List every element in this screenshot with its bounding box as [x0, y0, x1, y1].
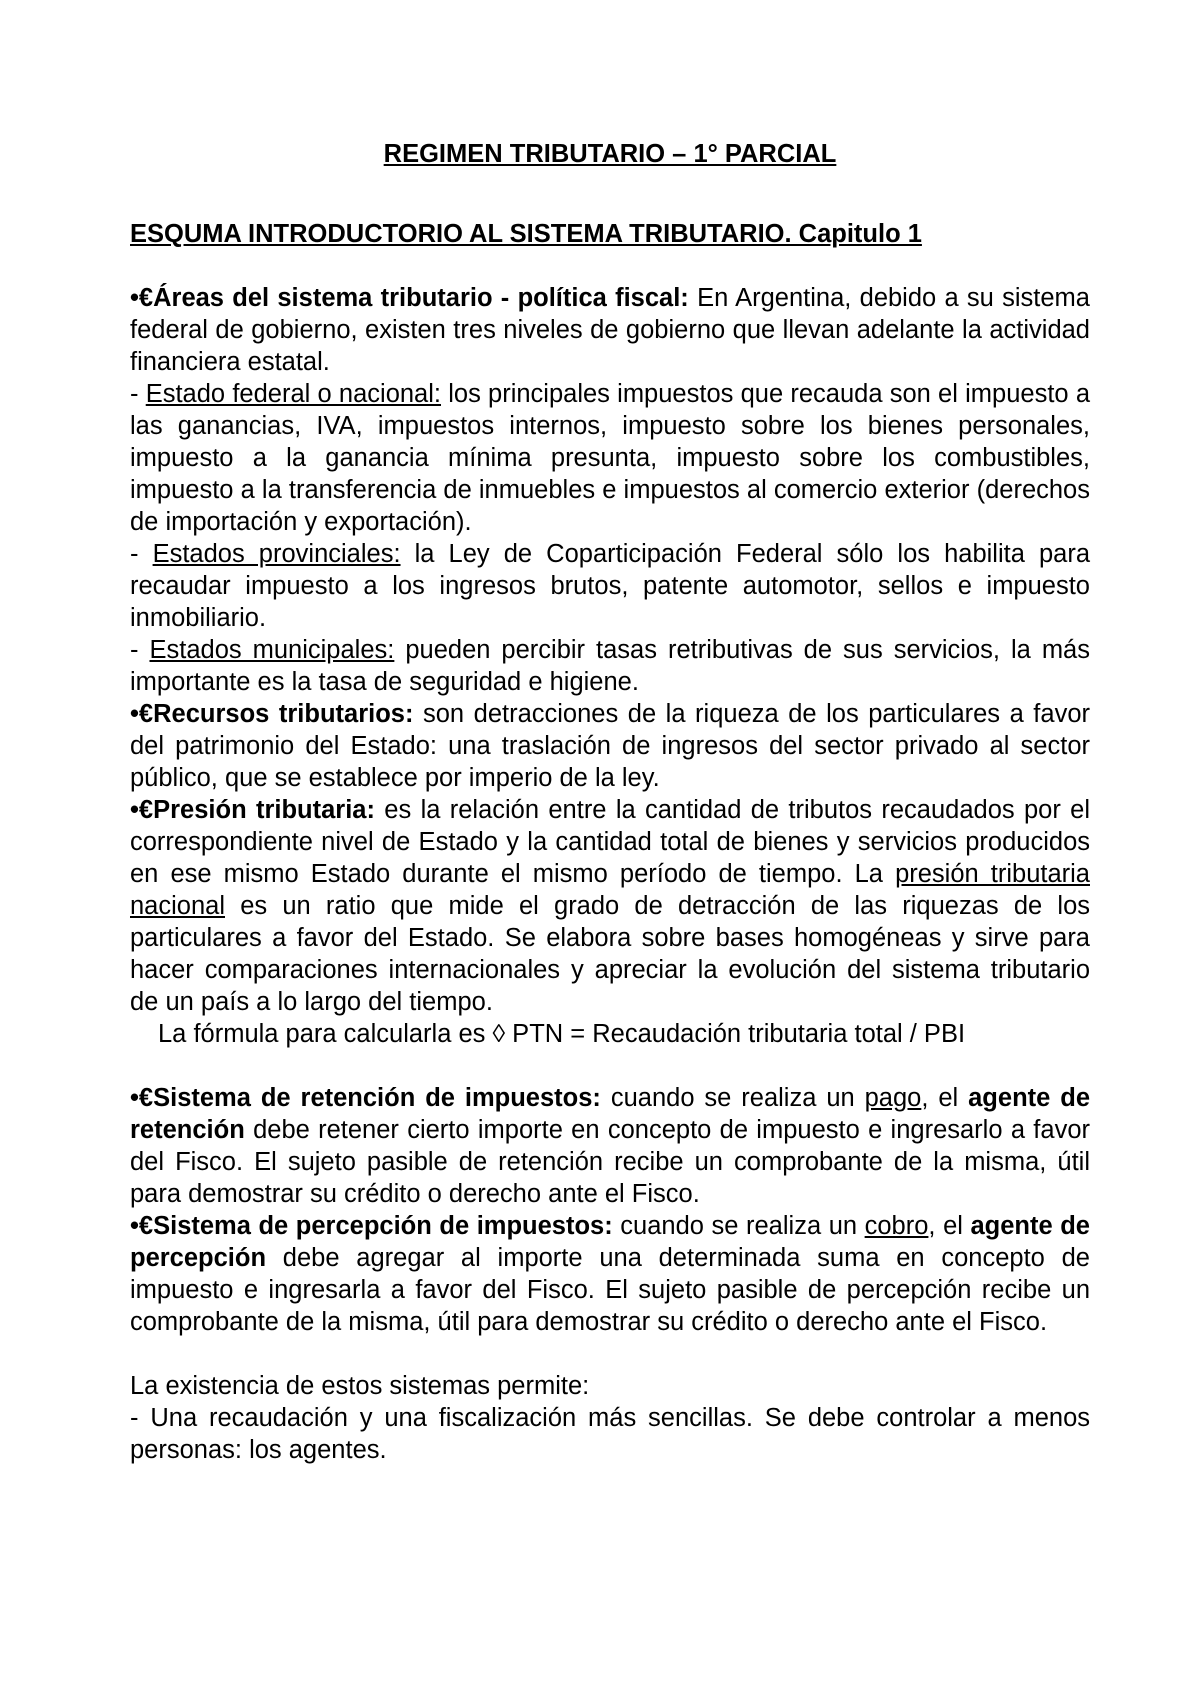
text-provincial: la Ley de Coparticipación Federal sólo los habilita para recaudar impuesto a los ingresos brutos, patente automotor, sellos e impuesto inmobiliario.: [130, 540, 1090, 632]
section-heading: ESQUMA INTRODUCTORIO AL SISTEMA TRIBUTARIO. Capitulo 1: [130, 220, 922, 248]
bullet-marker: •€: [130, 1084, 154, 1112]
dash-marker: -: [130, 636, 150, 664]
text-retencion-2: , el: [921, 1084, 969, 1112]
paragraph-municipal: [130, 634, 1090, 698]
paragraph-recursos: [130, 698, 1090, 794]
text-federal: los principales impuestos que recauda son el impuesto a las ganancias, IVA, impuestos internos, impuesto sobre los bienes personales, impuesto a la ganancia mínima presunta, impuesto sobre los combustibles, impuesto a la transferencia de inmuebles e impuestos al comercio exterior (derechos de importación y exportación).: [130, 380, 1090, 536]
paragraph-existencia-item: [130, 1402, 1090, 1466]
bullet-marker: •€: [130, 796, 154, 824]
bold-agente-retencion: agente de retención: [130, 1084, 1090, 1144]
text-percepcion-1: cuando se realiza un: [612, 1212, 865, 1240]
bullet-marker: •€: [130, 284, 154, 312]
dash-marker: -: [130, 380, 146, 408]
existencia-intro: La existencia de estos sistemas permite:: [130, 1372, 590, 1400]
paragraph-provincial: [130, 538, 1090, 634]
term-percepcion: Sistema de percepción de impuestos:: [153, 1212, 613, 1240]
term-recursos: Recursos tributarios:: [153, 700, 414, 728]
spacer: [130, 1338, 1090, 1370]
text-presion-2: es un ratio que mide el grado de detracción de las riquezas de los particulares a favor del Estado. Se elabora sobre bases homogéneas y sirve para hacer comparaciones internacionales y apreciar la evolución del sistema tributario de un país a lo largo del tiempo.: [130, 892, 1090, 1016]
text-municipal: pueden percibir tasas retributivas de sus servicios, la más importante es la tasa de seguridad e higiene.: [130, 636, 1090, 696]
term-federal: Estado federal o nacional:: [145, 380, 441, 408]
dash-marker: -: [130, 540, 153, 568]
text-areas: En Argentina, debido a su sistema federal de gobierno, existen tres niveles de gobierno que llevan adelante la actividad financiera estatal.: [130, 284, 1090, 376]
underlined-cobro: cobro: [864, 1212, 929, 1240]
term-provincial: Estados provinciales:: [152, 540, 401, 568]
formula-line: La fórmula para calcularla es ◊ PTN = Recaudación tributaria total / PBI: [158, 1020, 966, 1048]
bold-agente-percepcion: agente de percepción: [130, 1212, 1090, 1272]
paragraph-federal: [130, 378, 1090, 538]
paragraph-percepcion: [130, 1210, 1090, 1338]
underlined-pago: pago: [864, 1084, 922, 1112]
bullet-marker: •€: [130, 700, 154, 728]
text-percepcion-3: debe agregar al importe una determinada suma en concepto de impuesto e ingresarla a favor del Fisco. El sujeto pasible de percepción recibe un comprobante de la misma, útil para demostrar su crédito o derecho ante el Fisco.: [130, 1244, 1090, 1336]
text-retencion-1: cuando se realiza un: [600, 1084, 865, 1112]
text-retencion-3: debe retener cierto importe en concepto de impuesto e ingresarlo a favor del Fisco. El sujeto pasible de retención recibe un comprobante de la misma, útil para demostrar su crédito o derecho ante el Fisco.: [130, 1116, 1090, 1208]
text-recursos: son detracciones de la riqueza de los particulares a favor del patrimonio del Estado: una traslación de ingresos del sector privado al sector público, que se establece por imperio de la ley.: [130, 700, 1091, 792]
document-title: REGIMEN TRIBUTARIO – 1° PARCIAL: [383, 140, 837, 168]
dash-marker: -: [130, 1404, 151, 1432]
spacer: [130, 1050, 1090, 1082]
text-presion-1: es la relación entre la cantidad de tributos recaudados por el correspondiente nivel de Estado y la cantidad total de bienes y servicios producidos en ese mismo Estado durante el mismo período de tiempo. La: [130, 796, 1090, 888]
bullet-marker: •€: [130, 1212, 154, 1240]
text-existencia-item: Una recaudación y una fiscalización más sencillas. Se debe controlar a menos personas: los agentes.: [130, 1404, 1091, 1464]
paragraph-retencion: [130, 1082, 1090, 1210]
paragraph-presion: [130, 794, 1090, 1018]
underlined-presion-nacional: presión tributaria nacional: [130, 860, 1090, 920]
term-areas: Áreas del sistema tributario - política fiscal:: [153, 284, 689, 312]
term-presion: Presión tributaria:: [153, 796, 375, 824]
text-percepcion-2: , el: [928, 1212, 971, 1240]
document-page: [130, 138, 1090, 1466]
term-retencion: Sistema de retención de impuestos:: [153, 1084, 601, 1112]
paragraph-areas: [130, 282, 1090, 378]
term-municipal: Estados municipales:: [149, 636, 395, 664]
